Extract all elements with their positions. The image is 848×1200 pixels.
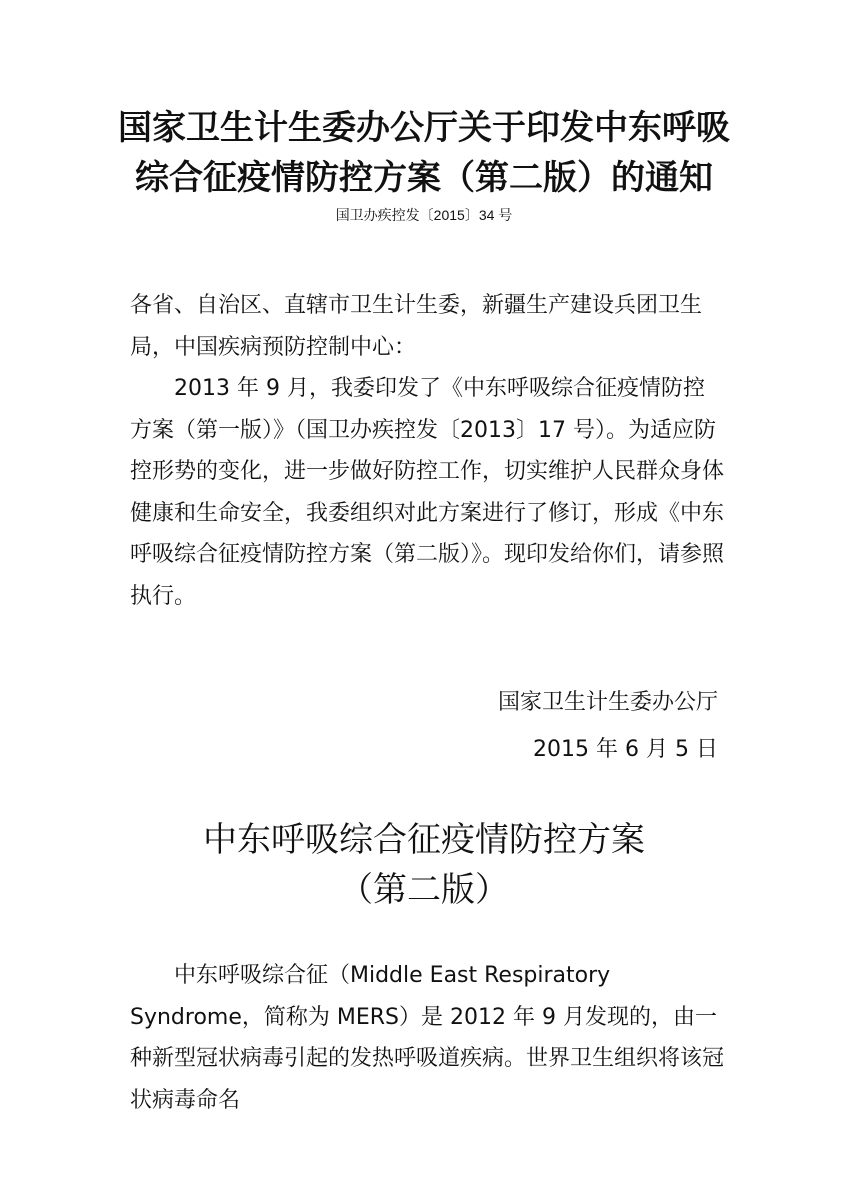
plan-intro-paragraph: 中东呼吸综合征（Middle East Respiratory Syndrome，简称为 MERS）是 2012 年 9 月发现的，由一种新型冠状病毒引起的发热呼吸道疾病。世界卫生组织将该冠状病毒命名 xyxy=(130,963,725,1113)
notice-title-line-1: 国家卫生计生委办公厅关于印发中东呼吸 xyxy=(118,108,730,148)
plan-title-line-1: 中东呼吸综合征疫情防控方案 xyxy=(203,820,645,860)
notice-body-paragraph: 2013 年 9 月，我委印发了《中东呼吸综合征疫情防控方案（第一版）》（国卫办疾控发〔2013〕17 号）。为适应防控形势的变化，进一步做好防控工作，切实维护人民群众身体健康和生命安全，我委组织对此方案进行了修订，形成《中东呼吸综合征疫情防控方案（第二版）》。现印发给你们，请参照执行。 xyxy=(130,376,725,609)
signature-organization: 国家卫生计生委办公厅 xyxy=(497,690,718,715)
signature-date: 2015 年 6 月 5 日 xyxy=(533,737,718,762)
plan-title xyxy=(0,815,848,915)
notice-title-line-2: 综合征疫情防控方案（第二版）的通知 xyxy=(135,158,713,198)
addressee-paragraph: 各省、自治区、直辖市卫生计生委，新疆生产建设兵团卫生局，中国疾病预防控制中心： xyxy=(130,293,703,360)
plan-title-line-2: （第二版） xyxy=(339,870,509,910)
document-number: 国卫办疾控发〔2015〕34 号 xyxy=(335,207,513,223)
notice-title xyxy=(0,103,848,203)
